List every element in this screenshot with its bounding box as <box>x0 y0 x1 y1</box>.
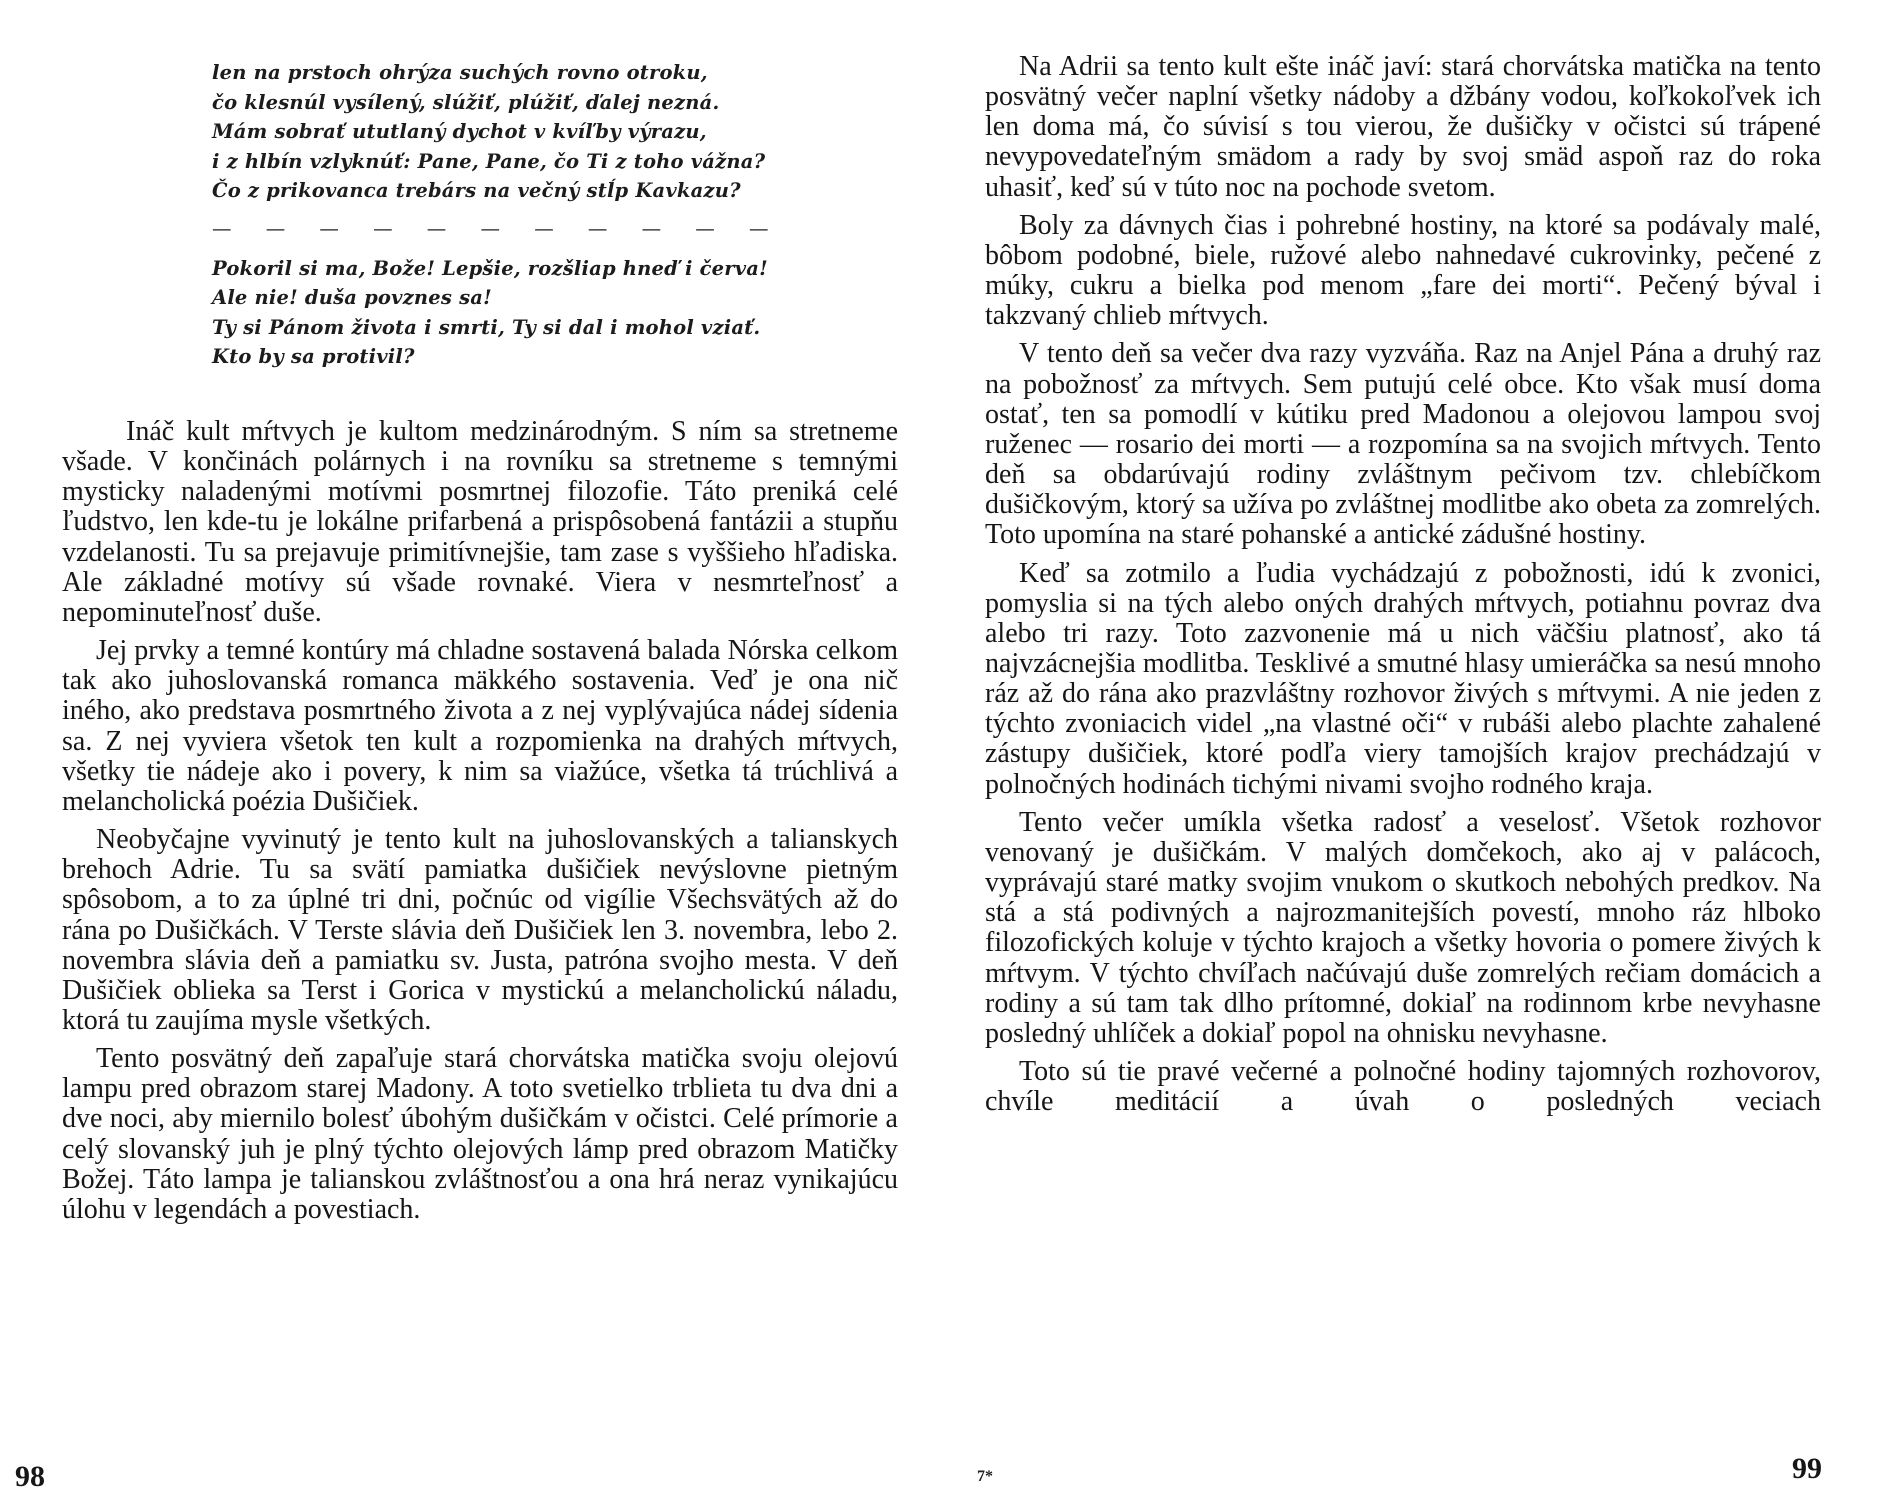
paragraph: Ináč kult mŕtvych je kultom medzinárodným. S ním sa stretneme všade. V končinách polárnych i na rovníku sa stretneme s temnými mysticky naladenými motívmi posmrtnej filozofie. Táto preniká celé ľudstvo, len kde-tu je lokálne prifarbená a prispôsobená fantázii a stupňu vzdelanosti. Tu sa prejavuje primitívnejšie, tam zase s vyššieho hľadiska. Ale základné motívy sú všade rovnaké. Viera v nesmrteľnosť a nepominuteľnosť duše. <box>62 416 898 628</box>
paragraph: Na Adrii sa tento kult ešte ináč javí: stará chorvátska matička na tento posvätný večer naplní všetky nádoby a džbány vodou, koľkokoľvek ich len doma má, čo súvisí s tou vierou, že dušičky v očistci sú trápené nevypovedateľným smädom a rady by svoj smäd aspoň raz do roka uhasiť, keď sú v túto noc na pochode svetom. <box>985 51 1821 203</box>
poem-line: Mám sobrať ututlaný dychot v kvíľby výrazu, <box>212 120 707 143</box>
signature-mark: 7* <box>977 1468 993 1485</box>
poem-line: Kto by sa protivil? <box>212 345 415 368</box>
paragraph: Toto sú tie pravé večerné a polnočné hodiny tajomných rozhovorov, chvíle meditácií a úvah o posledných veciach <box>985 1056 1821 1118</box>
poem-line: len na prstoch ohrýza suchých rovno otroku, <box>212 61 708 84</box>
poem-line: Čo z prikovanca trebárs na večný stĺp Kavkazu? <box>212 179 741 202</box>
paragraph: Boly za dávnych čias i pohrebné hostiny, na ktoré sa podávaly malé, bôbom podobné, biele, ružové alebo nahnedavé cukrovinky, pečené z múky, cukru a bielka pod menom „fare dei morti“. Pečený býval i takzvaný chlieb mŕtvych. <box>985 209 1821 332</box>
poem-line: Pokoril si ma, Bože! Lepšie, rozšliap hneď i červa! <box>212 256 768 280</box>
paragraph: Keď sa zotmilo a ľudia vychádzajú z pobožnosti, idú k zvonici, pomyslia si na tých alebo oných drahých mŕtvych, potiahnu povraz dva alebo tri razy. Toto zazvonenie má u nich väčšiu platnosť, ako tá najvzácnejšia modlitba. Tesklivé a smutné hlasy umieráčka sa nesú mnoho ráz až do rána ako prazvláštny rozhovor živých s mŕtvymi. A nie jeden z týchto zvoniacich videl „na vlastné oči“ v rubáši alebo plachte zahalené zástupy dušičiek, ktoré podľa viery tamojších krajov prechádzajú v polnočných hodinách tichými nivami svojho rodného kraja. <box>985 557 1821 800</box>
page-number: 99 <box>1792 1452 1822 1485</box>
poem-separator: — — — — — — — — — — — <box>212 216 783 240</box>
paragraph: Tento posvätný deň zapaľuje stará chorvátska matička svoju olejovú lampu pred obrazom starej Madony. A toto svetielko trblieta tu dva dni a dve noci, aby miernilo bolesť úbohým dušičkám v očistci. Celé prímorie a celý slovanský juh je plný týchto olejových lámp pred obrazom Matičky Božej. Táto lampa je talianskou zvláštnosťou a ona hrá neraz vynikajúcu úlohu v legendách a povestiach. <box>62 1043 898 1225</box>
poem-line: čo klesnúl vysílený, slúžiť, plúžiť, ďalej nezná. <box>212 90 720 114</box>
poem-line: i z hlbín vzlyknúť: Pane, Pane, čo Ti z toho vážna? <box>212 149 766 173</box>
paragraph: Tento večer umíkla všetka radosť a veselosť. Všetok rozhovor venovaný je dušičkám. V malých domčekoch, ako aj v palácoch, vyprávajú staré matky svojim vnukom o skutkoch nebohých predkov. Na stá a stá podivných a najrozmanitejších povestí, mnoho ráz hlboko filozofických koluje v týchto krajoch a všetky hovoria o pomere živých k mŕtvym. V týchto chvíľach načúvajú duše zomrelých rečiam domácich a rodiny a sú tam tak dlho prítomné, dokiaľ na rodinnom krbe nevyhasne posledný uhlíček a dokiaľ popol na ohnisku nevyhasne. <box>985 806 1821 1049</box>
right-page <box>941 0 1882 1500</box>
poem-line: Ty si Pánom života i smrti, Ty si dal i mohol vziať. <box>212 315 761 339</box>
left-body-text <box>62 417 898 1233</box>
paragraph: Jej prvky a temné kontúry má chladne sostavená balada Nórska celkom tak ako juhoslovanská romanca mäkkého sostavenia. Veď je ona nič iného, ako predstava posmrtného života a z nej vyplývajúca nádej sídenia sa. Z nej vyviera všetok ten kult a rozpomienka na drahých mŕtvych, všetky tie nádeje ako i povery, k nim sa viažúce, všetka tá trúchlivá a melancholická poézia Dušičiek. <box>62 635 898 817</box>
poem <box>212 58 902 372</box>
paragraph: V tento deň sa večer dva razy vyzváňa. Raz na Anjel Pána a druhý raz na pobožnosť za mŕtvych. Sem putujú celé obce. Kto však musí doma ostať, ten sa pomodlí v kútiku pred Madonou a olejovou lampou svoj ruženec — rosario dei morti — a rozpomína sa na svojich mŕtvych. Tento deň sa obdarúvajú rodiny zvláštnym pečivom tzv. chlebíčkom dušičkovým, ktorý sa užíva po zvláštnej modlitbe ako obeta za zomrelých. Toto upomína na staré pohanské a antické zádušné hostiny. <box>985 338 1821 551</box>
poem-line: Ale nie! duša povznes sa! <box>212 286 492 309</box>
right-body-text <box>985 52 1821 1125</box>
paragraph: Neobyčajne vyvinutý je tento kult na juhoslovanských a talianskych brehoch Adrie. Tu sa svätí pamiatka dušičiek nevýslovne pietným spôsobom, a to za úplné tri dni, počnúc od vigílie Všechsvätých až do rána po Dušičkách. V Terste slávia deň Dušičiek len 3. novembra, lebo 2. novembra slávia deň a pamiatku sv. Justa, patróna svojho mesta. V deň Dušičiek oblieka sa Terst i Gorica v mystickú a melancholickú náladu, ktorá tu zaujíma mysle všetkých. <box>62 824 898 1036</box>
page-number: 98 <box>15 1460 45 1493</box>
